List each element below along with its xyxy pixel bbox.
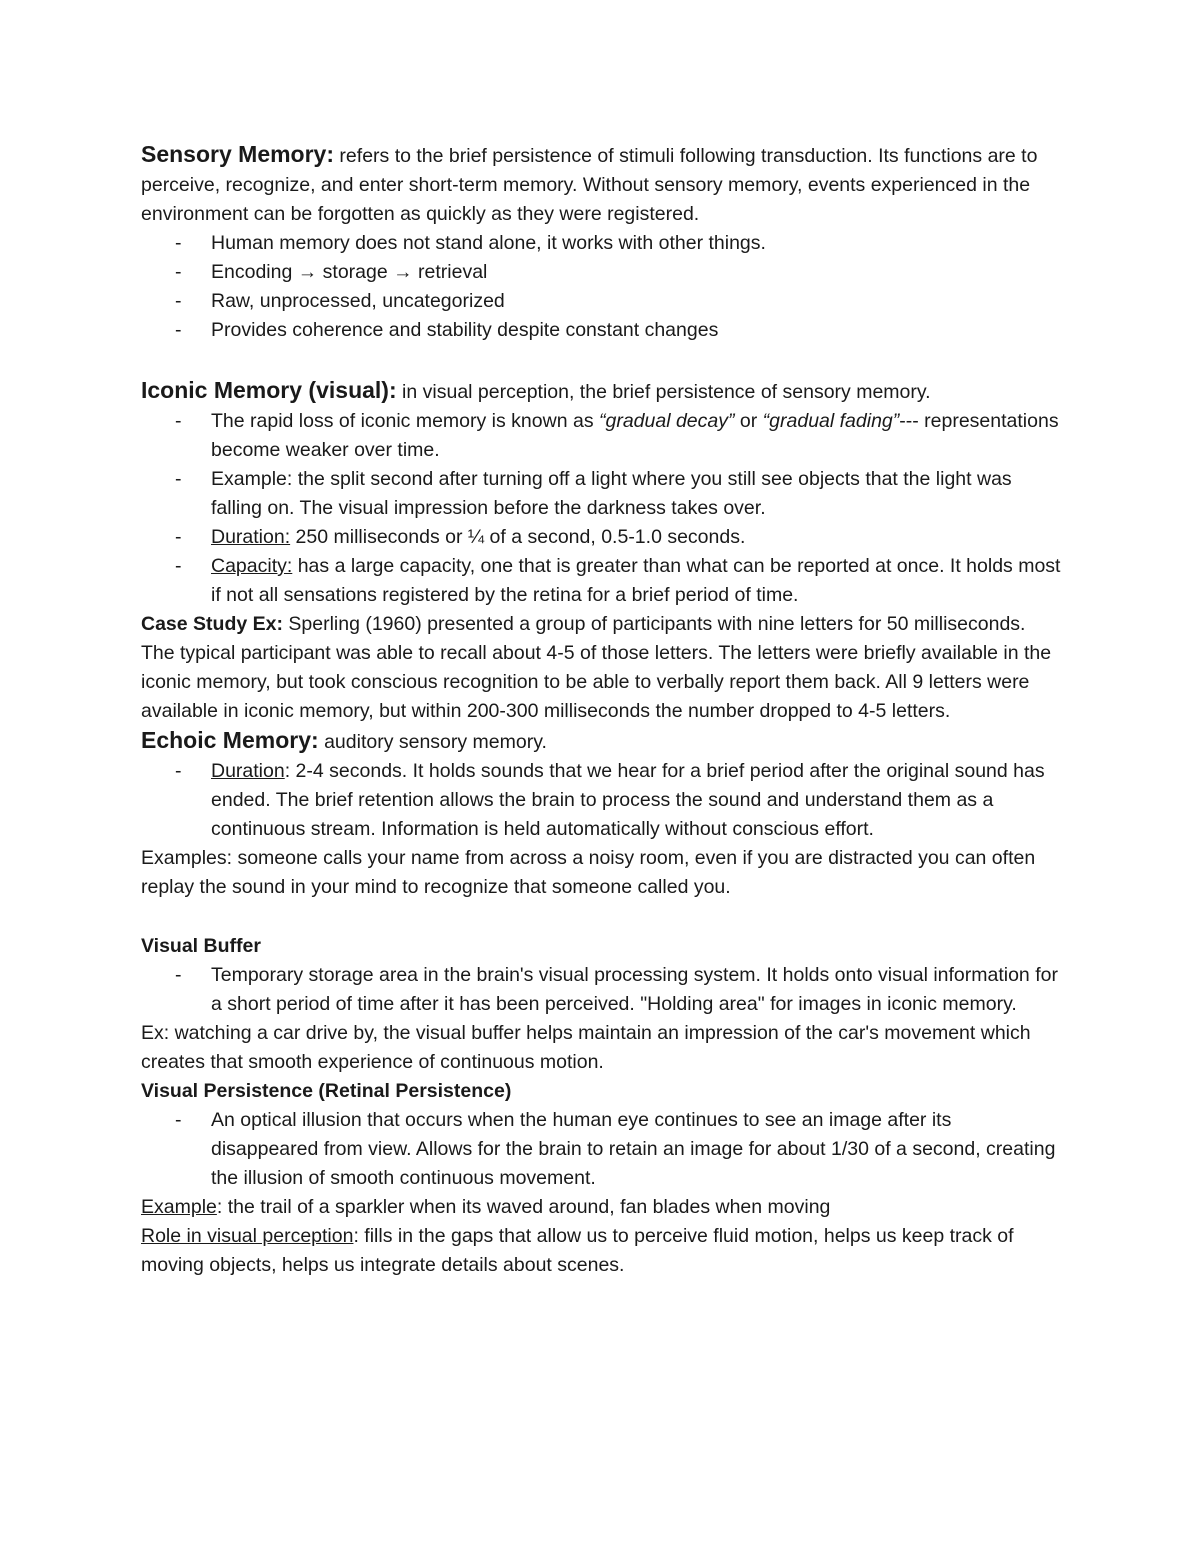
spacer: [141, 345, 1061, 376]
visual-buffer-example: Ex: watching a car drive by, the visual buffer helps maintain an impression of the car's movement which creates that smooth experience of continuous motion.: [141, 1022, 1031, 1073]
bullet-dash: -: [175, 964, 182, 986]
sensory-memory-paragraph: [141, 140, 1061, 229]
case-study-label: Case Study Ex:: [141, 613, 283, 635]
duration-label: Duration:: [211, 526, 291, 548]
list-item: - Duration: 250 milliseconds or ¼ of a second, 0.5-1.0 seconds.: [141, 523, 1061, 552]
role-label: Role in visual perception: [141, 1225, 354, 1247]
echoic-memory-heading: Echoic Memory:: [141, 727, 319, 753]
list-item: - The rapid loss of iconic memory is known as “gradual decay” or “gradual fading”--- representations become weaker over time.: [141, 407, 1061, 465]
bullet-dash: -: [175, 319, 182, 341]
bullet-dash: -: [175, 232, 182, 254]
bullet-dash: -: [175, 526, 182, 548]
iconic-memory-list: [141, 407, 1061, 610]
list-item: - Human memory does not stand alone, it works with other things.: [141, 229, 1061, 258]
list-item: - Encoding → storage → retrieval: [141, 258, 1061, 287]
capacity-label: Capacity:: [211, 555, 293, 577]
visual-persistence-heading: Visual Persistence (Retinal Persistence): [141, 1080, 512, 1102]
sensory-memory-list: [141, 229, 1061, 345]
echoic-memory-paragraph: [141, 726, 1061, 757]
visual-buffer-heading: Visual Buffer: [141, 935, 261, 957]
list-item: - Duration: 2-4 seconds. It holds sounds that we hear for a brief period after the original sound has ended. The brief retention allows the brain to process the sound and understand them as a continuous stream. Information is held automatically without conscious effort.: [141, 757, 1061, 844]
echoic-memory-list: [141, 757, 1061, 844]
spacer: [141, 902, 1061, 932]
sensory-memory-heading: Sensory Memory:: [141, 141, 335, 167]
bullet-dash: -: [175, 290, 182, 312]
bullet-dash: -: [175, 1109, 182, 1131]
sensory-memory-intro: refers to the brief persistence of stimuli following transduction. Its functions are to perceive, recognize, and enter short-term memory. Without sensory memory, events experienced in the environment can be forgotten as quickly as they were registered.: [141, 145, 1038, 225]
bullet-dash: -: [175, 468, 182, 490]
visual-persistence-list: [141, 1106, 1061, 1193]
echoic-memory-intro: auditory sensory memory.: [318, 731, 547, 753]
bullet-dash: -: [175, 760, 182, 782]
echoic-examples: Examples: someone calls your name from across a noisy room, even if you are distracted you can often replay the sound in your mind to recognize that someone called you.: [141, 847, 1036, 898]
list-item: - An optical illusion that occurs when the human eye continues to see an image after its disappeared from view. Allows for the brain to retain an image for about 1/30 of a second, creating the illusion of smooth continuous movement.: [141, 1106, 1061, 1193]
duration-label: Duration: [211, 760, 285, 782]
term-gradual-decay: “gradual decay”: [598, 410, 735, 432]
bullet-dash: -: [175, 261, 182, 283]
list-item: - Raw, unprocessed, uncategorized: [141, 287, 1061, 316]
bullet-dash: -: [175, 555, 182, 577]
visual-buffer-list: [141, 961, 1061, 1019]
list-item: - Capacity: has a large capacity, one that is greater than what can be reported at once. It holds most if not all sensations registered by the retina for a brief period of time.: [141, 552, 1061, 610]
term-gradual-fading: “gradual fading”: [762, 410, 900, 432]
visual-persistence-example: Example: the trail of a sparkler when its waved around, fan blades when moving: [141, 1196, 831, 1218]
visual-persistence-role: Role in visual perception: fills in the gaps that allow us to perceive fluid motion, helps us keep track of moving objects, helps us integrate details about scenes.: [141, 1225, 1014, 1276]
example-label: Example: [141, 1196, 217, 1218]
bullet-dash: -: [175, 410, 182, 432]
iconic-memory-intro: in visual perception, the brief persistence of sensory memory.: [396, 381, 931, 403]
iconic-memory-paragraph: [141, 376, 1061, 407]
list-item: - Provides coherence and stability despite constant changes: [141, 316, 1061, 345]
case-study-paragraph: Case Study Ex: Sperling (1960) presented a group of participants with nine letters for 50 milliseconds. The typical participant was able to recall about 4-5 of those letters. The letters were briefly available in the iconic memory, but took conscious recognition to be able to verbally report them back. All 9 letters were available in iconic memory, but within 200-300 milliseconds the number dropped to 4-5 letters.: [141, 613, 1052, 722]
list-item: - Temporary storage area in the brain's visual processing system. It holds onto visual information for a short period of time after it has been perceived. "Holding area" for images in iconic memory.: [141, 961, 1061, 1019]
iconic-memory-heading: Iconic Memory (visual):: [141, 377, 397, 403]
list-item: - Example: the split second after turning off a light where you still see objects that the light was falling on. The visual impression before the darkness takes over.: [141, 465, 1061, 523]
document-page: [141, 140, 1061, 1280]
